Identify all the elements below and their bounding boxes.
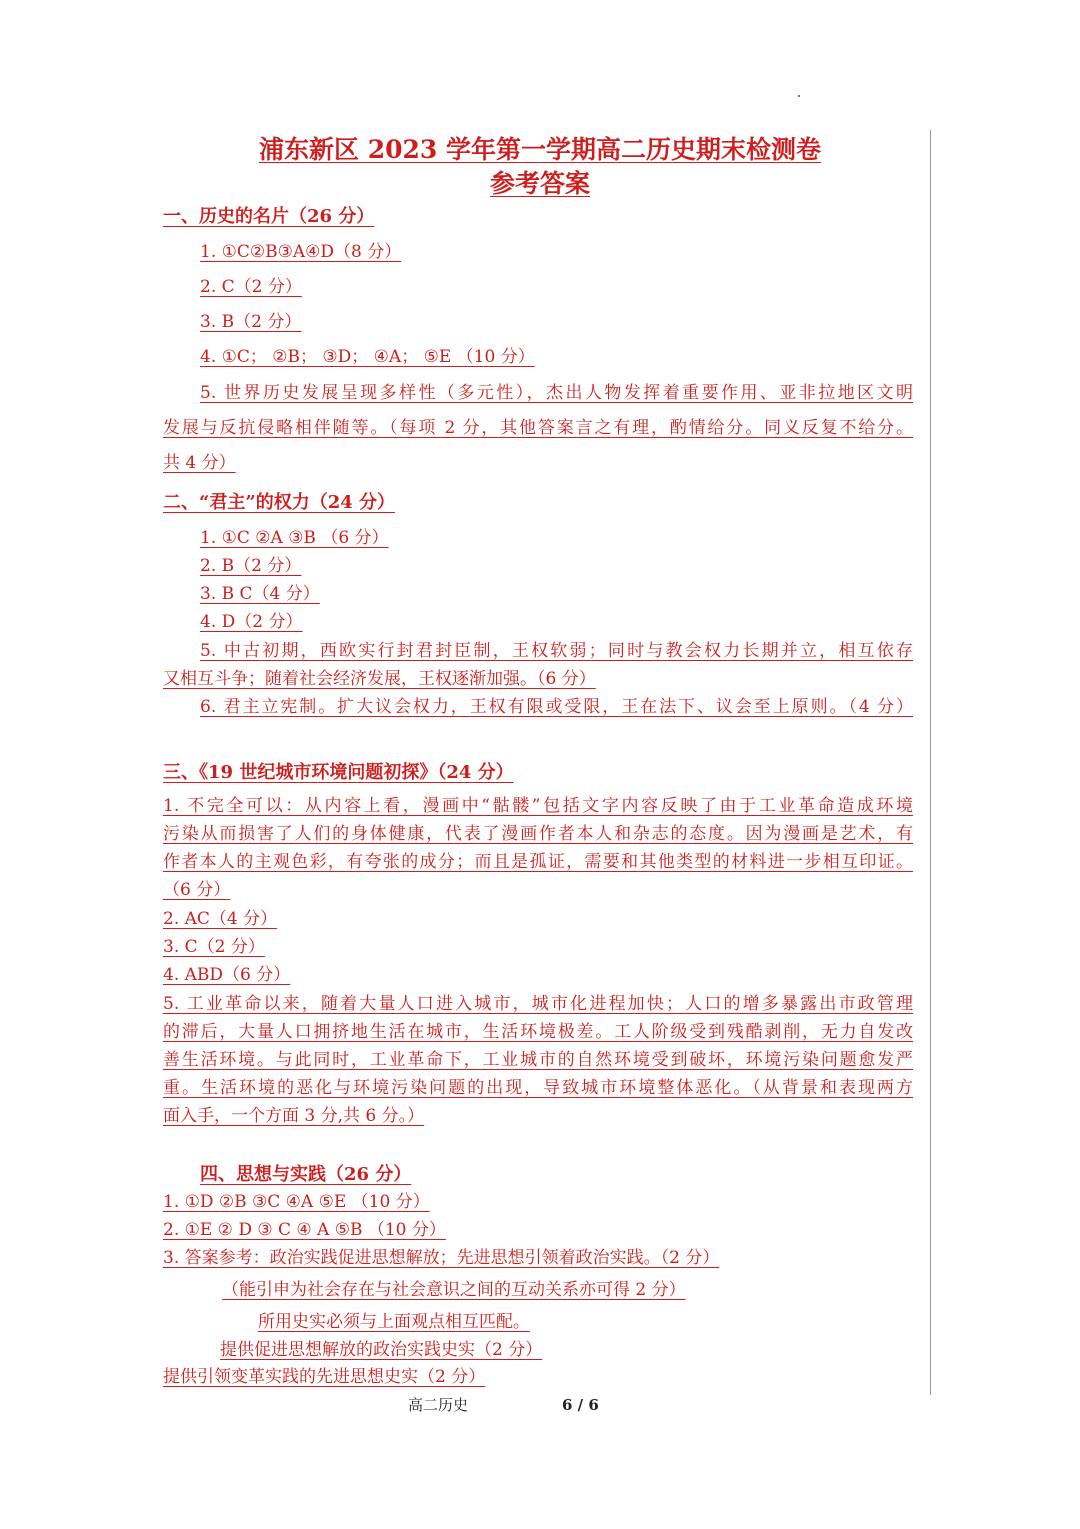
section-1-answer-5: 5. 世界历史发展呈现多样性（多元性），杰出人物发挥着重要作用、亚非拉地区文明 [200,383,913,403]
section-1-answer-5-cont: 发展与反抗侵略相伴随等。（每项 2 分，其他答案言之有理，酌情给分。同义反复不给分。 [163,418,913,438]
section-2-answer-5: 5. 中古初期，西欧实行封君封臣制，王权软弱；同时与教会权力长期并立，相互依存 [200,641,913,661]
scan-speck [798,95,800,97]
section-3-answer-2: 2. AC（4 分） [163,909,278,929]
section-1-answer-2: 2. C（2 分） [200,277,302,297]
section-1-heading: 一、历史的名片（26 分） [163,206,375,227]
section-3-answer-5-cont-c: 重。生活环境的恶化与环境污染问题的出现，导致城市环境整体恶化。（从背景和表现两方 [163,1078,913,1098]
section-4-answer-3-requirement: 所用史实必须与上面观点相互匹配。 [258,1312,530,1332]
footer-subject: 高二历史 [408,1396,469,1414]
section-4-answer-1: 1. ①D ②B ③C ④A ⑤E （10 分） [163,1192,430,1212]
section-3-answer-5-cont-a: 的滞后，大量人口拥挤地生活在城市，生活环境极差。工人阶级受到残酷剥削，无力自发改 [163,1022,913,1042]
right-margin-rule [930,130,931,1395]
section-2-heading: 二、“君主”的权力（24 分） [163,492,396,513]
section-4-answer-3-point-b: 提供引领变革实践的先进思想史实（2 分） [163,1367,486,1387]
section-3-answer-5: 5. 工业革命以来，随着大量人口进入城市，城市化进程加快；人口的增多暴露出市政管理 [163,994,913,1014]
footer-page-number: 6 / 6 [562,1396,599,1414]
section-3-answer-5-end: 面入手，一个方面 3 分,共 6 分。） [163,1106,425,1126]
document-subtitle: 参考答案 [489,169,590,198]
section-4-heading: 四、思想与实践（26 分） [200,1164,412,1185]
section-4-answer-2: 2. ①E ② D ③ C ④ A ⑤B （10 分） [163,1220,446,1240]
section-4-answer-3-point-a: 提供促进思想解放的政治实践史实（2 分） [220,1340,543,1360]
section-2-answer-1: 1. ①C ②A ③B （6 分） [200,528,389,548]
section-2-answer-3: 3. B C（4 分） [200,584,320,604]
section-3-answer-5-cont-b: 善生活环境。与此同时，工业革命下，工业城市的自然环境受到破坏，环境污染问题愈发严 [163,1050,913,1070]
section-2-answer-6: 6. 君主立宪制。扩大议会权力，王权有限或受限，王在法下、议会至上原则。（4 分） [200,697,913,717]
section-3-answer-1-cont-a: 污染从而损害了人们的身体健康，代表了漫画作者本人和杂志的态度。因为漫画是艺术，有 [163,824,913,844]
section-2-answer-2: 2. B（2 分） [200,556,302,576]
section-4-answer-3: 3. 答案参考：政治实践促进思想解放；先进思想引领着政治实践。（2 分） [163,1248,720,1268]
section-4-answer-3-note: （能引申为社会存在与社会意识之间的互动关系亦可得 2 分） [222,1280,686,1300]
section-2-answer-4: 4. D（2 分） [200,612,303,632]
section-3-answer-3: 3. C（2 分） [163,937,265,957]
section-1-answer-1: 1. ①C②B③A④D（8 分） [200,242,402,262]
section-2-answer-5-cont: 又相互斗争；随着社会经济发展，王权逐渐加强。（6 分） [163,669,596,689]
document-title: 浦东新区 2023 学年第一学期高二历史期末检测卷 [259,135,821,164]
section-1-answer-5-end: 共 4 分） [163,453,236,473]
section-3-answer-4: 4. ABD（6 分） [163,965,291,985]
section-1-answer-4: 4. ①C； ②B； ③D； ④A； ⑤E （10 分） [200,347,535,367]
section-3-answer-1: 1. 不完全可以：从内容上看，漫画中“骷髅”包括文字内容反映了由于工业革命造成环境 [163,796,913,816]
section-1-answer-3: 3. B（2 分） [200,312,302,332]
section-3-answer-1-end: （6 分） [163,880,231,900]
section-3-heading: 三、《19 世纪城市环境问题初探》（24 分） [163,762,514,783]
section-3-answer-1-cont-b: 作者本人的主观色彩，有夸张的成分；而且是孤证，需要和其他类型的材料进一步相互印证。 [163,852,913,872]
